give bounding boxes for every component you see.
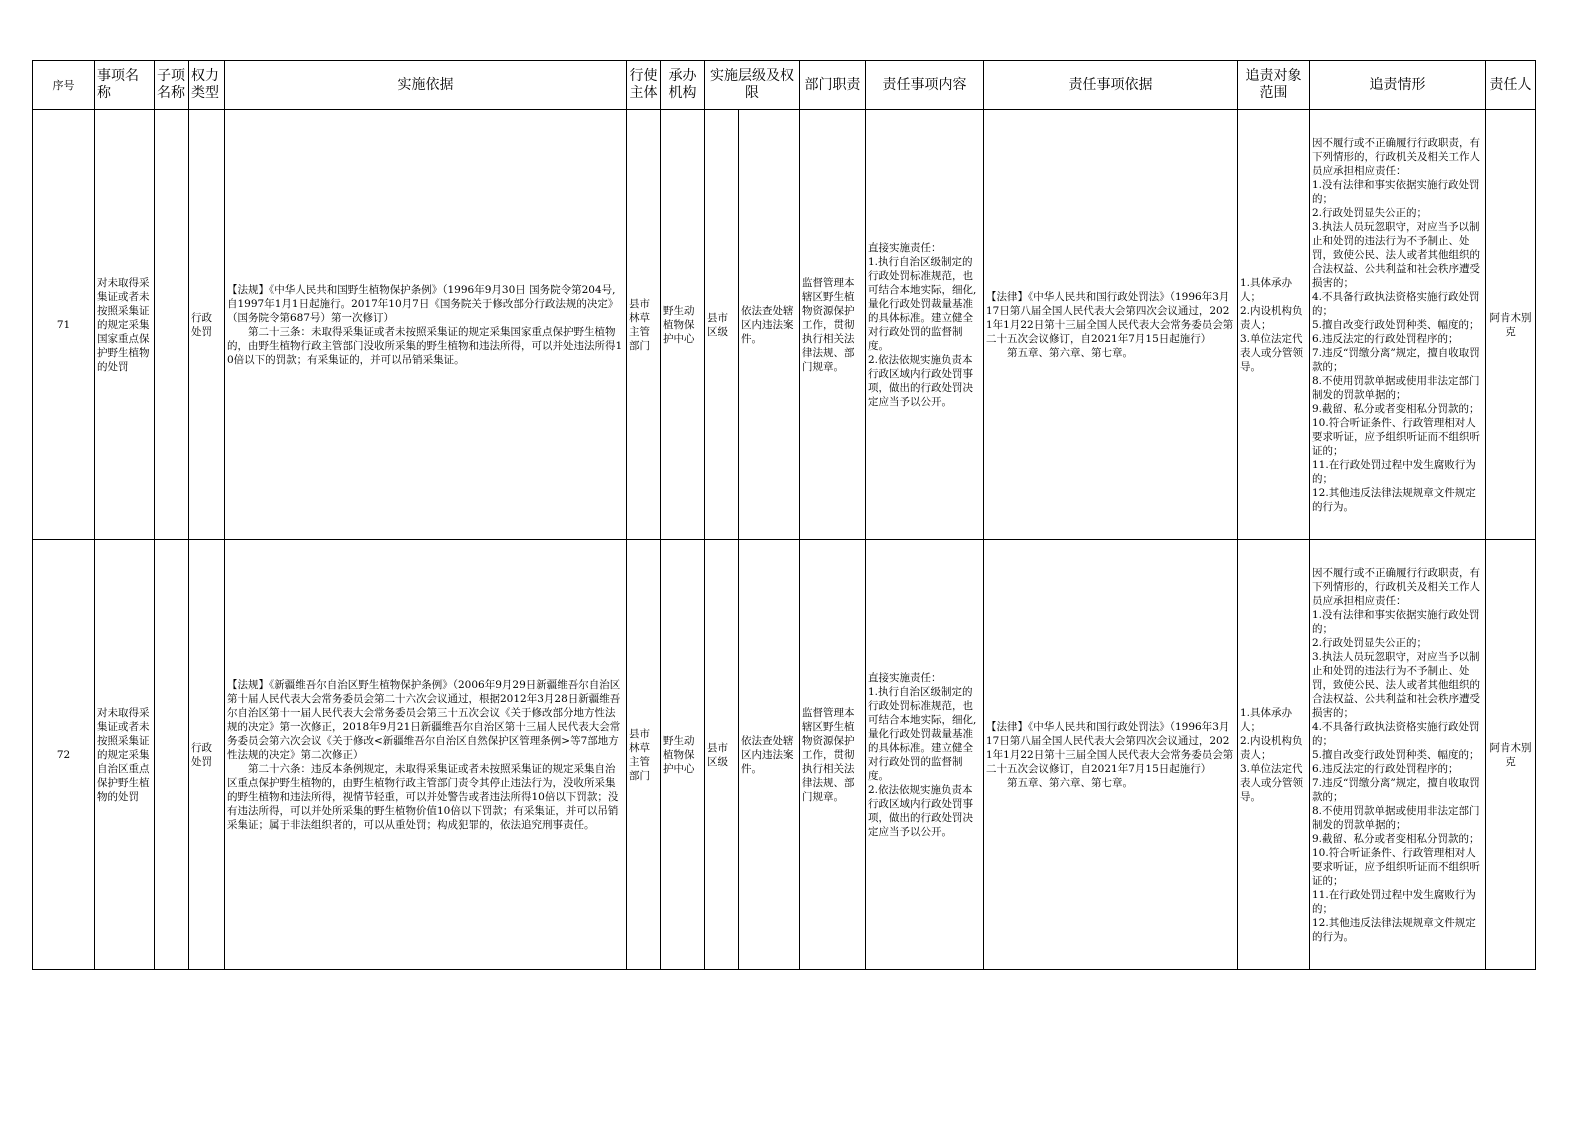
cell-power-type: 行政处罚	[189, 540, 225, 970]
resp-basis-chapters: 第五章、第六章、第七章。	[1007, 346, 1133, 359]
cell-level-b: 依法查处辖区内违法案件。	[739, 110, 800, 540]
cell-seq: 71	[33, 110, 95, 540]
cell-scope: 1.具体承办人； 2.内设机构负责人； 3.单位法定代表人或分管领导。	[1238, 540, 1310, 970]
header-content: 责任事项内容	[866, 61, 984, 110]
cell-cases: 因不履行或不正确履行行政职责，有下列情形的，行政机关及相关工作人员应承担相应责任： 1.没有法律和事实依据实施行政处罚的； 2.行政处罚显失公正的； 3.执法人员玩忽职守，对应当予以制止和处罚的违法行为不予制止、处罚，致使公民、法人或者其他组织的合法权益、公共利益和社会秩序遭受损害的； 4.不具备行政执法资格实施行政处罚的； 5.擅自改变行政处罚种类、幅度的； 6.违反法定的行政处罚程序的； 7.违反“罚缴分离”规定，擅自收取罚款的； 8.不使用罚款单据或使用非法定部门制发的罚款单据的； 9.截留、私分或者变相私分罚款的； 10.符合听证条件、行政管理相对人要求听证，应予组织听证而不组织听证的； 11.在行政处罚过程中发生腐败行为的； 12.其他违反法律法规规章文件规定的行为。	[1310, 110, 1486, 540]
cell-name: 对未取得采集证或者未按照采集证的规定采集自治区重点保护野生植物的处罚	[95, 540, 155, 970]
cell-person: 阿肯木别克	[1486, 540, 1536, 970]
cell-duty: 监督管理本辖区野生植物资源保护工作，贯彻执行相关法律法规、部门规章。	[800, 110, 866, 540]
cell-subject: 县市林草主管部门	[627, 110, 661, 540]
header-scope: 追责对象范围	[1238, 61, 1310, 110]
header-row	[33, 61, 1536, 110]
cell-basis	[225, 540, 627, 970]
resp-basis-title: 【法律】《中华人民共和国行政处罚法》（1996年3月17日第八届全国人民代表大会第四次会议通过，2021年1月22日第十三届全国人民代表大会常务委员会第二十五次会议修订，自2021年7月15日起施行）	[986, 290, 1234, 345]
cell-duty: 监督管理本辖区野生植物资源保护工作，贯彻执行相关法律法规、部门规章。	[800, 540, 866, 970]
table-row	[33, 540, 1536, 970]
cell-resp-basis	[984, 110, 1238, 540]
header-level: 实施层级及权限	[705, 61, 800, 110]
cell-agency: 野生动植物保护中心	[661, 110, 705, 540]
header-name: 事项名称	[95, 61, 155, 110]
header-basis: 实施依据	[225, 61, 627, 110]
cell-basis	[225, 110, 627, 540]
cell-scope: 1.具体承办人； 2.内设机构负责人； 3.单位法定代表人或分管领导。	[1238, 110, 1310, 540]
header-person: 责任人	[1486, 61, 1536, 110]
header-power-type: 权力类型	[189, 61, 225, 110]
cell-level-a: 县市区级	[705, 540, 739, 970]
resp-basis-title: 【法律】《中华人民共和国行政处罚法》（1996年3月17日第八届全国人民代表大会第四次会议通过，2021年1月22日第十三届全国人民代表大会常务委员会第二十五次会议修订，自2021年7月15日起施行）	[986, 720, 1234, 775]
cell-content: 直接实施责任： 1.执行自治区级制定的行政处罚标准规范，也可结合本地实际，细化,量化行政处罚裁量基准的具体标准。建立健全对行政处罚的监督制度。 2.依法依规实施负责本行政区域内行政处罚事项，做出的行政处罚决定应当予以公开。	[866, 540, 984, 970]
cell-person: 阿肯木别克	[1486, 110, 1536, 540]
basis-title: 【法规】《中华人民共和国野生植物保护条例》（1996年9月30日 国务院令第204号,自1997年1月1日起施行。2017年10月7日《国务院关于修改部分行政法规的决定》（国务院令第687号）第一次修订）	[227, 283, 619, 324]
cell-sub	[155, 540, 189, 970]
basis-article: 第二十三条：未取得采集证或者未按照采集证的规定采集国家重点保护野生植物的，由野生植物行政主管部门没收所采集的野生植物和违法所得，可以并处违法所得10倍以下的罚款；有采集证的，并可以吊销采集证。	[227, 325, 623, 366]
cell-power-type: 行政处罚	[189, 110, 225, 540]
header-seq: 序号	[33, 61, 95, 110]
header-agency: 承办机构	[661, 61, 705, 110]
resp-basis-chapters: 第五章、第六章、第七章。	[1007, 776, 1133, 789]
cell-subject: 县市林草主管部门	[627, 540, 661, 970]
header-duty: 部门职责	[800, 61, 866, 110]
cell-content: 直接实施责任： 1.执行自治区级制定的行政处罚标准规范，也可结合本地实际，细化,量化行政处罚裁量基准的具体标准。建立健全对行政处罚的监督制度。 2.依法依规实施负责本行政区域内行政处罚事项，做出的行政处罚决定应当予以公开。	[866, 110, 984, 540]
header-resp-basis: 责任事项依据	[984, 61, 1238, 110]
header-subject: 行使主体	[627, 61, 661, 110]
cell-agency: 野生动植物保护中心	[661, 540, 705, 970]
header-cases: 追责情形	[1310, 61, 1486, 110]
cell-name: 对未取得采集证或者未按照采集证的规定采集国家重点保护野生植物的处罚	[95, 110, 155, 540]
cell-seq: 72	[33, 540, 95, 970]
header-sub: 子项名称	[155, 61, 189, 110]
responsibility-table	[32, 60, 1536, 970]
cell-level-b: 依法查处辖区内违法案件。	[739, 540, 800, 970]
cell-level-a: 县市区级	[705, 110, 739, 540]
basis-article: 第二十六条：违反本条例规定，未取得采集证或者未按照采集证的规定采集自治区重点保护野生植物的，由野生植物行政主管部门责令其停止违法行为，没收所采集的野生植物和违法所得，视情节轻重，可以并处警告或者违法所得10倍以下罚款；没有违法所得，可以并处所采集的野生植物价值10倍以下罚款；有采集证，并可以吊销采集证；属于非法组织者的，可以从重处罚；构成犯罪的，依法追究刑事责任。	[227, 762, 619, 831]
basis-title: 【法规】《新疆维吾尔自治区野生植物保护条例》（2006年9月29日新疆维吾尔自治区第十届人民代表大会常务委员会第二十六次会议通过，根据2012年3月28日新疆维吾尔自治区第十一届人民代表大会常务委员会第三十五次会议《关于修改部分地方性法规的决定》第一次修正，2018年9月21日新疆维吾尔自治区第十三届人民代表大会常务委员会第六次会议《关于修改<新疆维吾尔自治区自然保护区管理条例>等7部地方性法规的决定》第二次修正）	[227, 678, 621, 761]
cell-cases: 因不履行或不正确履行行政职责，有下列情形的，行政机关及相关工作人员应承担相应责任： 1.没有法律和事实依据实施行政处罚的； 2.行政处罚显失公正的； 3.执法人员玩忽职守，对应当予以制止和处罚的违法行为不予制止、处罚，致使公民、法人或者其他组织的合法权益、公共利益和社会秩序遭受损害的； 4.不具备行政执法资格实施行政处罚的； 5.擅自改变行政处罚种类、幅度的； 6.违反法定的行政处罚程序的； 7.违反“罚缴分离”规定，擅自收取罚款的； 8.不使用罚款单据或使用非法定部门制发的罚款单据的； 9.截留、私分或者变相私分罚款的； 10.符合听证条件、行政管理相对人要求听证，应予组织听证而不组织听证的； 11.在行政处罚过程中发生腐败行为的； 12.其他违反法律法规规章文件规定的行为。	[1310, 540, 1486, 970]
cell-sub	[155, 110, 189, 540]
table-row	[33, 110, 1536, 540]
cell-resp-basis	[984, 540, 1238, 970]
